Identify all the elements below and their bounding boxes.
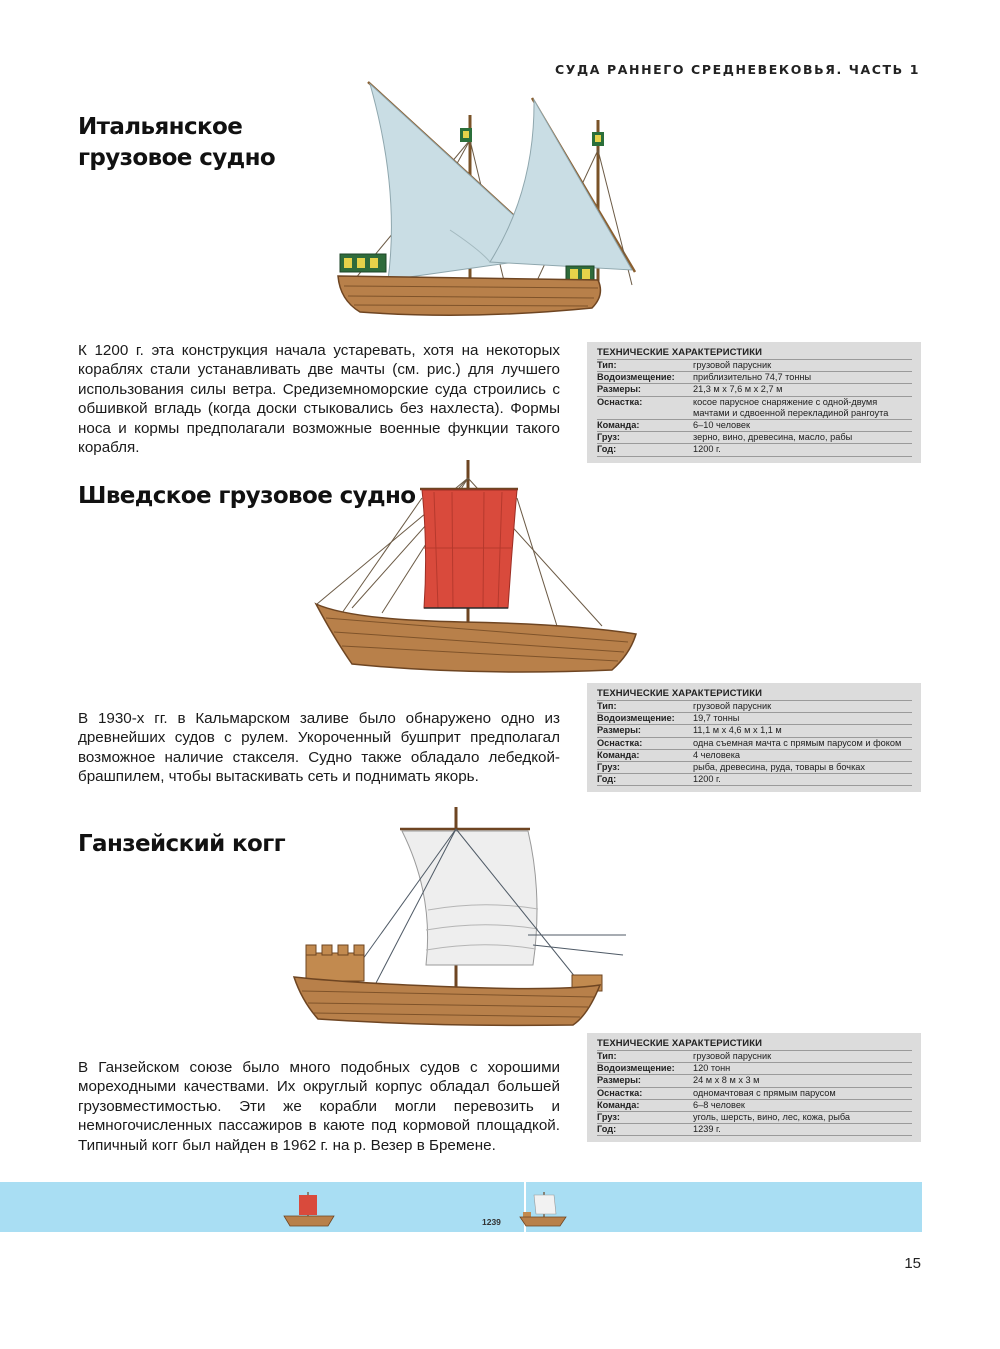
specs-title: ТЕХНИЧЕСКИЕ ХАРАКТЕРИСТИКИ — [597, 688, 912, 701]
specs-label: Размеры: — [597, 384, 693, 396]
specs-value: 1239 г. — [693, 1124, 912, 1136]
specs-label: Команда: — [597, 749, 693, 761]
specs-row-cargo — [597, 762, 912, 774]
specs-row-rigging — [597, 1087, 912, 1099]
specs-box-italian — [587, 342, 921, 463]
specs-row-rigging — [597, 396, 912, 419]
square-red-sail-ship-icon — [312, 458, 642, 676]
timeline-band — [0, 1182, 922, 1232]
specs-row-type — [597, 360, 912, 372]
specs-label: Груз: — [597, 1112, 693, 1124]
specs-row-crew — [597, 420, 912, 432]
specs-row-cargo — [597, 432, 912, 444]
specs-value: 21,3 м x 7,6 м x 2,7 м — [693, 384, 912, 396]
specs-label: Тип: — [597, 701, 693, 713]
specs-value: косое парусное снаряжение с одной-двумя мачтами и сдвоенной перекладиной рангоута — [693, 396, 912, 419]
specs-row-dimensions — [597, 725, 912, 737]
specs-value: 19,7 тонны — [693, 713, 912, 725]
section-title-cog: Ганзейский когг — [78, 831, 286, 857]
section-text-swedish: В 1930-х гг. в Кальмарском заливе было обнаружено одно из древнейших судов с рулем. Укороченный бушприт предполагал возможное наличие стакселя. Судно также обладало лебедкой-брашпилем, чтобы вытаскивать сеть и поднимать якорь. — [78, 710, 560, 786]
specs-row-type — [597, 1051, 912, 1063]
specs-row-crew — [597, 1099, 912, 1111]
specs-label: Оснастка: — [597, 1087, 693, 1099]
specs-value: 6–8 человек — [693, 1099, 912, 1111]
specs-table — [597, 701, 912, 786]
specs-box-cog — [587, 1033, 921, 1142]
specs-label: Команда: — [597, 1099, 693, 1111]
specs-row-year — [597, 1124, 912, 1136]
specs-row-displacement — [597, 713, 912, 725]
specs-row-dimensions — [597, 1075, 912, 1087]
specs-label: Тип: — [597, 360, 693, 372]
specs-label: Размеры: — [597, 725, 693, 737]
hanseatic-cog-ship-icon — [288, 805, 633, 1027]
specs-label: Водоизмещение: — [597, 1063, 693, 1075]
section-text-cog: В Ганзейском союзе было много подобных судов с хорошими мореходными качествами. Их округлый корпус обладал большей грузовместимостью. Эти же корабли могли перевозить и немногочисленных пассажиров в каюте под кормовой площадкой. Типичный когг был найден в 1962 г. на р. Везер в Бремене. — [78, 1059, 560, 1154]
specs-value: грузовой парусник — [693, 360, 912, 372]
specs-label: Размеры: — [597, 1075, 693, 1087]
specs-title: ТЕХНИЧЕСКИЕ ХАРАКТЕРИСТИКИ — [597, 1038, 912, 1051]
specs-value: одномачтовая с прямым парусом — [693, 1087, 912, 1099]
specs-label: Тип: — [597, 1051, 693, 1063]
specs-table — [597, 1051, 912, 1136]
section-title-line2: грузовое судно — [78, 145, 276, 171]
running-head: СУДА РАННЕГО СРЕДНЕВЕКОВЬЯ. ЧАСТЬ 1 — [555, 62, 920, 77]
specs-value: одна съемная мачта с прямым парусом и фоком — [693, 737, 912, 749]
specs-value: грузовой парусник — [693, 1051, 912, 1063]
specs-value: 1200 г. — [693, 774, 912, 786]
specs-table — [597, 360, 912, 457]
specs-label: Год: — [597, 774, 693, 786]
specs-label: Оснастка: — [597, 396, 693, 419]
specs-label: Водоизмещение: — [597, 713, 693, 725]
specs-label: Груз: — [597, 432, 693, 444]
specs-row-cargo — [597, 1112, 912, 1124]
specs-value: 120 тонн — [693, 1063, 912, 1075]
timeline-year-label: 1239 — [482, 1217, 501, 1227]
specs-value: 1200 г. — [693, 444, 912, 456]
specs-label: Водоизмещение: — [597, 372, 693, 384]
specs-label: Груз: — [597, 762, 693, 774]
timeline-ship-red-sail-icon — [282, 1192, 336, 1228]
specs-value: 24 м x 8 м x 3 м — [693, 1075, 912, 1087]
specs-value: приблизительно 74,7 тонны — [693, 372, 912, 384]
specs-row-dimensions — [597, 384, 912, 396]
specs-row-rigging — [597, 737, 912, 749]
specs-label: Год: — [597, 444, 693, 456]
specs-row-year — [597, 774, 912, 786]
specs-label: Команда: — [597, 420, 693, 432]
specs-row-crew — [597, 749, 912, 761]
specs-value: 6–10 человек — [693, 420, 912, 432]
specs-box-swedish — [587, 683, 921, 792]
section-text-italian: К 1200 г. эта конструкция начала устаревать, хотя на некоторых кораблях стали устанавливать две мачты (см. рис.) для лучшего использования силы ветра. Средиземноморские суда строились с обшивкой вгладь (когда доски стыковались без нахлеста). Формы носа и кормы предполагали возможные военные функции такого корабля. — [78, 342, 560, 457]
specs-value: уголь, шерсть, вино, лес, кожа, рыба — [693, 1112, 912, 1124]
lateen-two-mast-ship-icon — [330, 80, 640, 320]
specs-value: 11,1 м x 4,6 м x 1,1 м — [693, 725, 912, 737]
specs-title: ТЕХНИЧЕСКИЕ ХАРАКТЕРИСТИКИ — [597, 347, 912, 360]
specs-row-year — [597, 444, 912, 456]
page-number: 15 — [904, 1255, 921, 1272]
specs-label: Год: — [597, 1124, 693, 1136]
specs-value: зерно, вино, древесина, масло, рабы — [693, 432, 912, 444]
section-title-line1: Итальянское — [78, 114, 243, 140]
specs-row-displacement — [597, 1063, 912, 1075]
specs-row-type — [597, 701, 912, 713]
timeline-cog-icon — [518, 1192, 568, 1228]
specs-label: Оснастка: — [597, 737, 693, 749]
section-title-italian — [78, 112, 275, 174]
specs-value: 4 человека — [693, 749, 912, 761]
specs-value: грузовой парусник — [693, 701, 912, 713]
section-title-swedish: Шведское грузовое судно — [78, 483, 416, 509]
specs-row-displacement — [597, 372, 912, 384]
specs-value: рыба, древесина, руда, товары в бочках — [693, 762, 912, 774]
